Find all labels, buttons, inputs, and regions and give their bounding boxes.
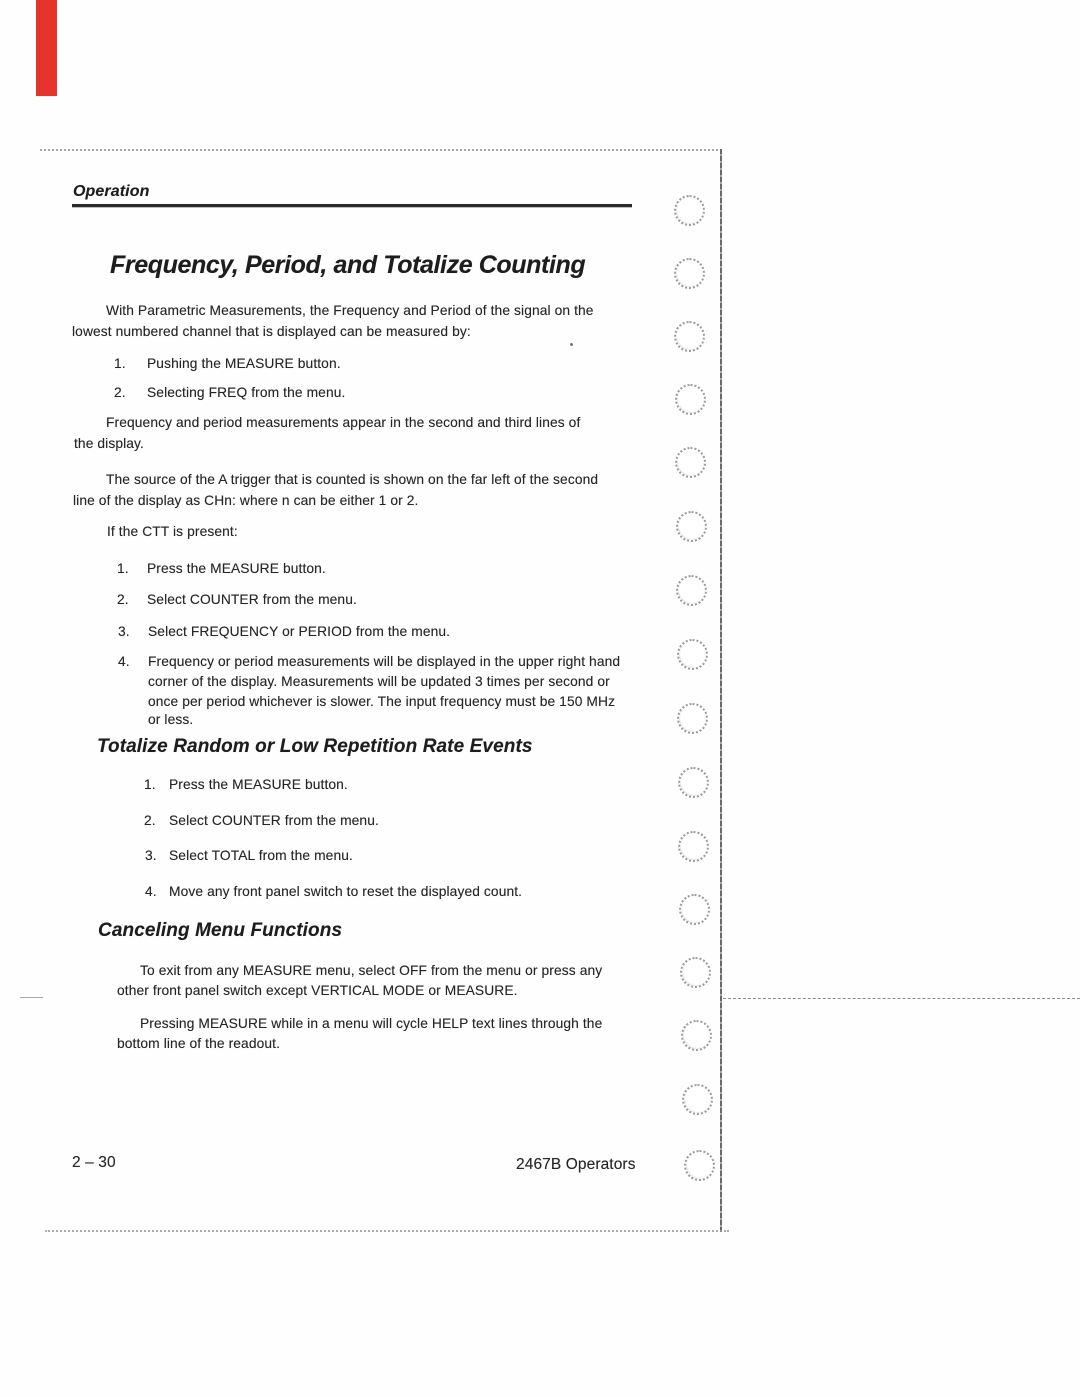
page-number: 2 – 30 — [72, 1154, 116, 1171]
red-bookmark-tab — [36, 0, 57, 96]
paragraph-line: To exit from any MEASURE menu, select OFF from the menu or press any — [140, 963, 603, 978]
section-heading-totalize: Totalize Random or Low Repetition Rate Events — [97, 736, 533, 757]
binder-hole — [674, 258, 705, 289]
list-item-number: 3. — [145, 848, 157, 863]
list-item-number: 4. — [118, 654, 130, 669]
binder-hole — [678, 767, 709, 798]
list-item-text: Frequency or period measurements will be displayed in the upper right hand — [148, 654, 621, 669]
list-item-number: 3. — [118, 624, 130, 639]
list-item-text: Select FREQUENCY or PERIOD from the menu. — [148, 624, 451, 639]
list-item-number: 4. — [145, 884, 157, 899]
list-item-text: Move any front panel switch to reset the displayed count. — [169, 884, 523, 899]
binder-hole — [675, 384, 706, 415]
paragraph-line: Pressing MEASURE while in a menu will cycle HELP text lines through the — [140, 1016, 603, 1031]
list-item-text: Pushing the MEASURE button. — [147, 356, 341, 371]
paragraph-line: With Parametric Measurements, the Frequency and Period of the signal on the — [106, 303, 594, 318]
list-item-text: Press the MEASURE button. — [169, 777, 348, 792]
paragraph-line: lowest numbered channel that is displayed can be measured by: — [72, 324, 471, 339]
binder-hole — [682, 1084, 713, 1115]
fold-mark-left — [20, 997, 43, 998]
binder-hole — [674, 321, 705, 352]
page-title: Frequency, Period, and Totalize Counting — [110, 251, 586, 279]
binder-hole — [675, 447, 706, 478]
list-item-text: Select TOTAL from the menu. — [169, 848, 353, 863]
list-item-text: or less. — [148, 712, 194, 727]
header-rule — [72, 204, 632, 207]
paragraph-line: Frequency and period measurements appear in the second and third lines of — [106, 415, 581, 430]
paragraph-line: If the CTT is present: — [107, 524, 238, 539]
binder-hole — [681, 1020, 712, 1051]
list-item-text: Select COUNTER from the menu. — [169, 813, 379, 828]
binder-hole — [679, 894, 710, 925]
list-item-number: 2. — [117, 592, 129, 607]
page-bottom-edge — [45, 1230, 729, 1232]
list-item-number: 2. — [114, 385, 126, 400]
list-item-text: corner of the display. Measurements will be updated 3 times per second or — [148, 674, 610, 689]
binder-hole — [677, 703, 708, 734]
paragraph-line: the display. — [74, 436, 144, 451]
fold-mark-right — [723, 998, 1080, 999]
section-heading-canceling: Canceling Menu Functions — [98, 920, 343, 941]
binder-hole — [676, 511, 707, 542]
list-item-text: once per period whichever is slower. The input frequency must be 150 MHz — [148, 694, 616, 709]
section-header: Operation — [73, 183, 150, 200]
binder-hole — [674, 195, 705, 226]
list-item-number: 1. — [117, 561, 129, 576]
page-top-edge — [40, 149, 718, 151]
list-item-number: 1. — [144, 777, 156, 792]
paragraph-line: The source of the A trigger that is counted is shown on the far left of the second — [106, 472, 599, 487]
paragraph-line: bottom line of the readout. — [117, 1036, 281, 1051]
doc-title: 2467B Operators — [516, 1156, 636, 1173]
paragraph-line: line of the display as CHn: where n can be either 1 or 2. — [73, 493, 419, 508]
page-right-edge — [720, 149, 722, 1232]
binder-hole — [680, 957, 711, 988]
binder-hole — [677, 639, 708, 670]
list-item-text: Press the MEASURE button. — [147, 561, 326, 576]
list-item-text: Select COUNTER from the menu. — [147, 592, 357, 607]
binder-hole — [684, 1150, 715, 1181]
list-item-number: 2. — [144, 813, 156, 828]
list-item-text: Selecting FREQ from the menu. — [147, 385, 346, 400]
paragraph-line: other front panel switch except VERTICAL MODE or MEASURE. — [117, 983, 518, 998]
binder-hole — [676, 575, 707, 606]
scan-speck — [570, 343, 573, 346]
list-item-number: 1. — [114, 356, 126, 371]
binder-hole — [678, 831, 709, 862]
